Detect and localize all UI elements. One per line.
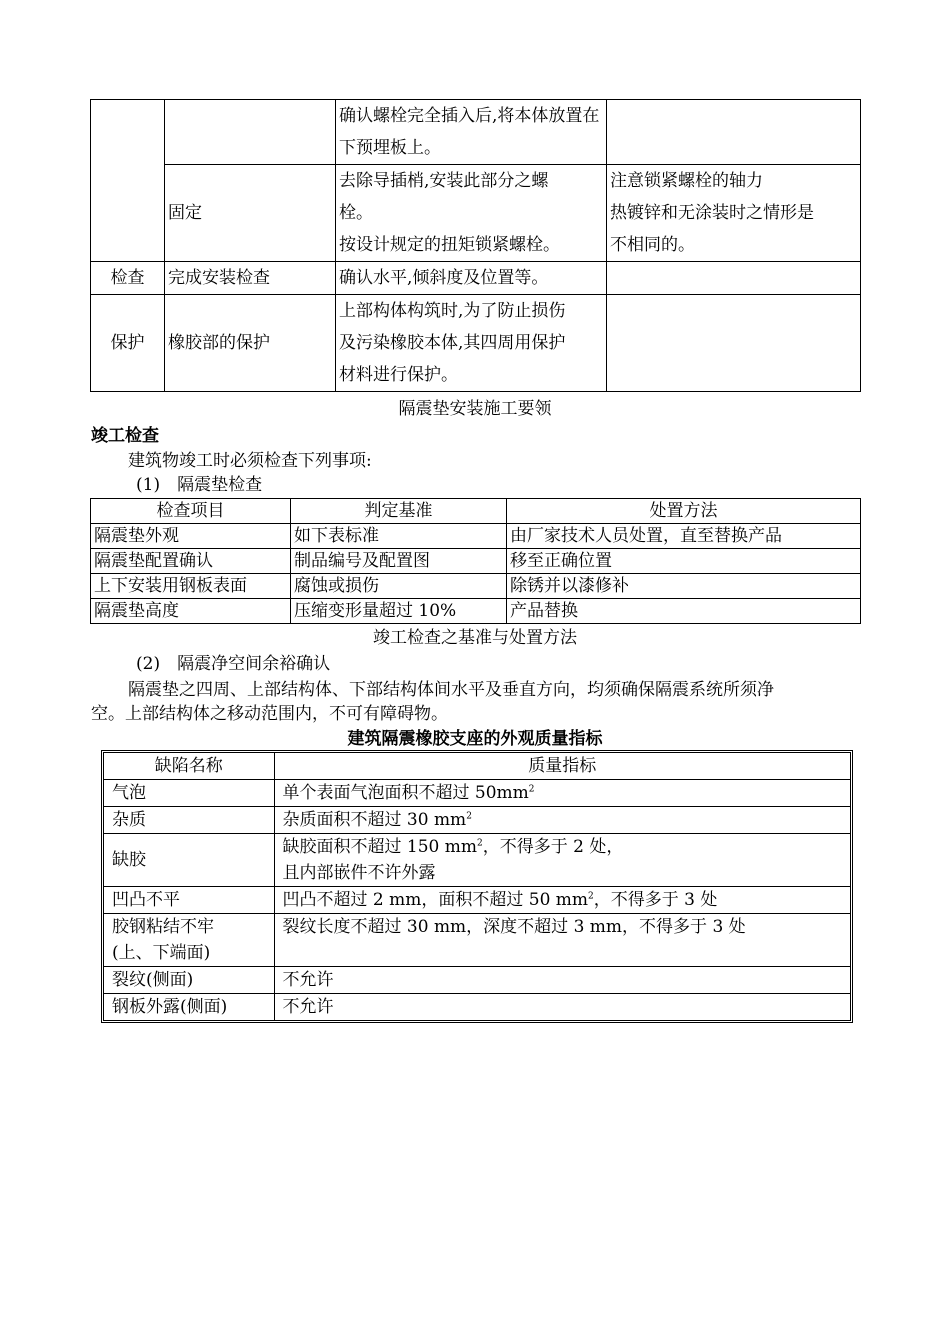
column-header: 处置方法 <box>507 499 861 524</box>
table-cell: 由厂家技术人员处置，直至替换产品 <box>507 524 861 549</box>
table-cell: 隔震垫配置确认 <box>91 549 291 574</box>
table-cell: 制品编号及配置图 <box>291 549 507 574</box>
cell-text: 单个表面气泡面积不超过 50mm <box>282 783 529 803</box>
table-row <box>104 834 850 887</box>
paragraph-line: 空。上部结构体之移动范围内，不可有障碍物。 <box>91 704 448 724</box>
cell-text: 杂质面积不超过 30 mm <box>282 810 467 830</box>
table-caption: 竣工检查之基准与处置方法 <box>373 628 577 648</box>
table-row <box>104 780 850 807</box>
table-cell: 确认螺栓完全插入后,将本体放置在下预埋板上。 <box>336 100 607 165</box>
table-cell: 钢板外露(侧面) <box>104 994 274 1021</box>
text-line: 且内部嵌件不许外露 <box>282 863 436 883</box>
table-cell <box>607 295 861 392</box>
appearance-quality-table <box>104 753 850 1020</box>
table-cell <box>274 807 850 834</box>
table-cell: 气泡 <box>104 780 274 807</box>
table-cell <box>274 834 850 887</box>
table-header-row <box>91 499 861 524</box>
text-line: 按设计规定的扭矩锁紧螺栓。 <box>339 235 560 255</box>
superscript: 2 <box>466 811 472 822</box>
superscript: 2 <box>588 891 594 902</box>
table-row <box>91 549 861 574</box>
table-row <box>91 574 861 599</box>
table-cell: 移至正确位置 <box>507 549 861 574</box>
table-row <box>104 994 850 1021</box>
table-row <box>104 887 850 914</box>
text-line: 去除导插梢,安装此部分之螺 <box>339 171 549 191</box>
table-cell <box>607 100 861 165</box>
cell-text: ，不得多于 3 处 <box>593 890 718 910</box>
subsection-title: (2) 隔震净空间余裕确认 <box>136 654 331 674</box>
table-row <box>91 295 861 392</box>
table-cell <box>91 100 165 262</box>
column-header: 判定基准 <box>291 499 507 524</box>
paragraph-line: 隔震垫之四周、上部结构体、下部结构体间水平及垂直方向，均须确保隔震系统所须净 <box>128 680 774 700</box>
table-row <box>104 807 850 834</box>
table-row <box>91 165 861 262</box>
table-row <box>104 967 850 994</box>
text-line: (上、下端面) <box>112 943 211 963</box>
table-caption: 隔震垫安装施工要领 <box>398 399 552 419</box>
table-cell: 除锈并以漆修补 <box>507 574 861 599</box>
table-cell: 隔震垫高度 <box>91 599 291 624</box>
table-row <box>91 100 861 165</box>
text-line: 胶钢粘结不牢 <box>112 917 214 937</box>
text-line: 热镀锌和无涂装时之情形是 <box>610 203 814 223</box>
table-cell: 裂纹长度不超过 30 mm，深度不超过 3 mm，不得多于 3 处 <box>274 914 850 967</box>
text-line: 材料进行保护。 <box>339 365 458 385</box>
cell-text: 缺胶面积不超过 150 mm <box>282 837 477 857</box>
column-header: 检查项目 <box>91 499 291 524</box>
text-line: 上部构体构筑时,为了防止损伤 <box>339 301 566 321</box>
completion-inspection-table <box>90 498 861 624</box>
intro-text: 建筑物竣工时必须检查下列事项: <box>128 451 372 471</box>
text-line: 不相同的。 <box>610 235 695 255</box>
text-line: 注意锁紧螺栓的轴力 <box>610 171 763 191</box>
table-cell: 腐蚀或损伤 <box>291 574 507 599</box>
table-cell <box>336 165 607 262</box>
table-cell <box>607 262 861 295</box>
table-cell: 杂质 <box>104 807 274 834</box>
section-heading: 竣工检查 <box>91 426 159 446</box>
table-title: 建筑隔震橡胶支座的外观质量指标 <box>347 729 603 749</box>
table-cell: 缺胶 <box>104 834 274 887</box>
table-cell: 凹凸不平 <box>104 887 274 914</box>
table-cell: 裂纹(侧面) <box>104 967 274 994</box>
table-cell: 固定 <box>165 165 336 262</box>
subsection-title: (1) 隔震垫检查 <box>136 475 263 495</box>
table-row <box>104 914 850 967</box>
cell-text: ，不得多于 2 处， <box>482 837 624 857</box>
superscript: 2 <box>477 838 483 849</box>
text-line: 栓。 <box>339 203 373 223</box>
table-row <box>91 524 861 549</box>
quality-table-frame <box>101 750 853 1023</box>
table-cell: 检查 <box>91 262 165 295</box>
table-cell: 橡胶部的保护 <box>165 295 336 392</box>
table-cell: 保护 <box>91 295 165 392</box>
text-line <box>283 834 843 860</box>
column-header: 缺陷名称 <box>104 753 274 780</box>
column-header: 质量指标 <box>274 753 850 780</box>
table-cell: 隔震垫外观 <box>91 524 291 549</box>
superscript: 2 <box>528 784 535 795</box>
installation-procedure-table <box>90 99 861 392</box>
table-cell: 不允许 <box>274 994 850 1021</box>
table-header-row <box>104 753 850 780</box>
table-cell: 上下安装用钢板表面 <box>91 574 291 599</box>
table-cell: 如下表标准 <box>291 524 507 549</box>
table-cell <box>104 914 274 967</box>
table-row <box>91 262 861 295</box>
table-cell <box>274 780 850 807</box>
table-cell <box>165 100 336 165</box>
table-cell: 不允许 <box>274 967 850 994</box>
table-cell <box>274 887 850 914</box>
table-cell <box>607 165 861 262</box>
cell-text: 凹凸不超过 2 mm，面积不超过 50 mm <box>282 890 589 910</box>
table-cell: 产品替换 <box>507 599 861 624</box>
table-cell: 压缩变形量超过 10% <box>291 599 507 624</box>
table-cell: 确认水平,倾斜度及位置等。 <box>336 262 607 295</box>
table-row <box>91 599 861 624</box>
table-cell <box>336 295 607 392</box>
text-line: 及污染橡胶本体,其四周用保护 <box>339 333 566 353</box>
table-cell: 完成安装检查 <box>165 262 336 295</box>
